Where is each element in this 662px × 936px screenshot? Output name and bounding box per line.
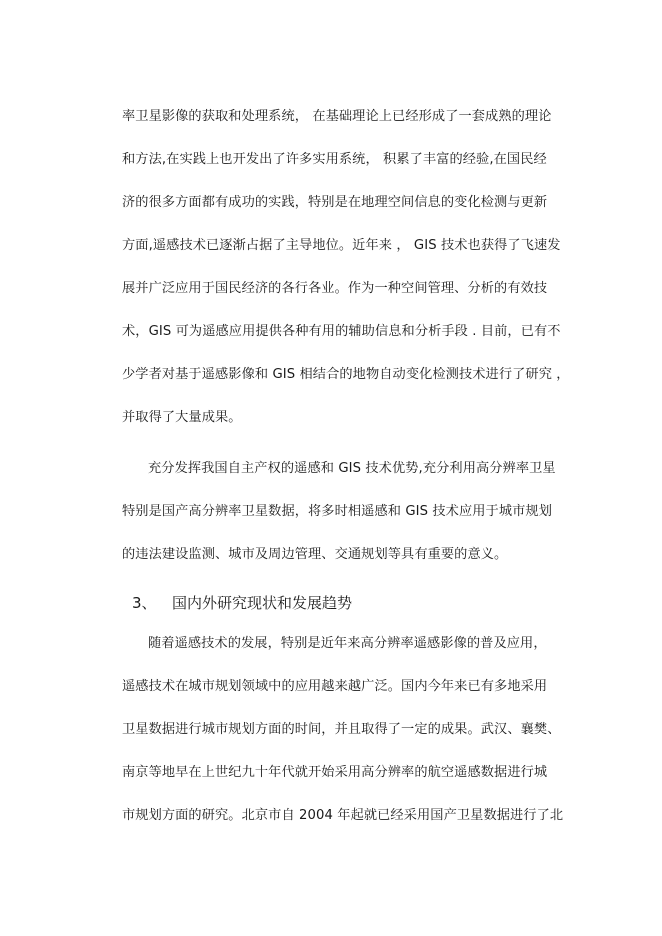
section-title: 国内外研究现状和发展趋势: [172, 594, 353, 612]
text-line: 充分发挥我国自主产权的遥感和 GIS 技术优势,充分利用高分辨率卫星: [148, 461, 556, 476]
text-line: 展并广泛应用于国民经济的各行各业。作为一种空间管理、分析的有效技: [122, 281, 548, 296]
text-line: 遥感技术在城市规划领域中的应用越来越广泛。国内今年来已有多地采用: [122, 679, 548, 694]
text-line: 方面,遥感技术已逐渐占据了主导地位。近年来 ， GIS 技术也获得了飞速发: [122, 238, 561, 253]
section-number: 3、: [132, 594, 157, 612]
text-line: 少学者对基于遥感影像和 GIS 相结合的地物自动变化检测技术进行了研究 ，: [122, 367, 570, 382]
text-line: 率卫星影像的获取和处理系统， 在基础理论上已经形成了一套成熟的理论: [122, 109, 552, 124]
text-line: 市规划方面的研究。北京市自 2004 年起就已经采用国产卫星数据进行了北: [122, 808, 564, 823]
section-heading: [132, 593, 352, 613]
text-line: 随着遥感技术的发展，特别是近年来高分辨率遥感影像的普及应用，: [148, 636, 547, 651]
text-line: 和方法,在实践上也开发出了许多实用系统， 积累了丰富的经验,在国民经: [122, 152, 547, 167]
text-line: 术，GIS 可为遥感应用提供各种有用的辅助信息和分析手段 . 目前，已有不: [122, 324, 561, 339]
text-line: 的违法建设监测、城市及周边管理、交通规划等具有重要的意义。: [122, 547, 508, 562]
text-line: 南京等地早在上世纪九十年代就开始采用高分辨率的航空遥感数据进行城: [122, 765, 548, 780]
text-line: 卫星数据进行城市规划方面的时间，并且取得了一定的成果。武汉、襄樊、: [122, 722, 561, 737]
text-line: 特别是国产高分辨率卫星数据，将多时相遥感和 GIS 技术应用于城市规划: [122, 504, 552, 519]
text-line: 济的很多方面都有成功的实践，特别是在地理空间信息的变化检测与更新: [122, 195, 548, 210]
text-line: 并取得了大量成果。: [122, 410, 242, 425]
